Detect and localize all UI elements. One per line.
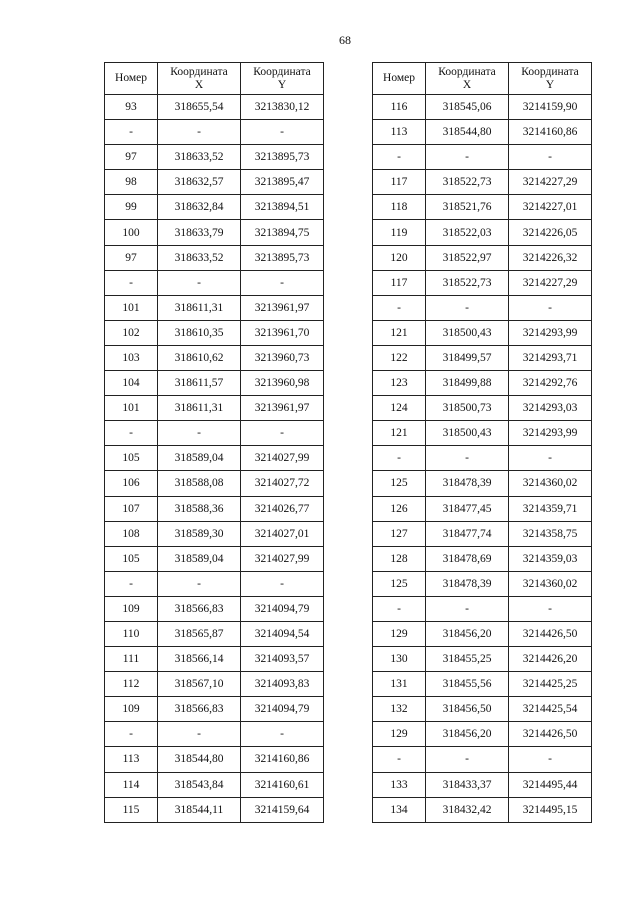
cell-number: - — [373, 295, 426, 320]
cell-coord-x: 318588,08 — [158, 471, 241, 496]
cell-coord-y: - — [509, 295, 592, 320]
cell-coord-y: 3214094,79 — [241, 596, 324, 621]
cell-coord-y: - — [241, 421, 324, 446]
cell-coord-x: - — [158, 421, 241, 446]
cell-coord-y: 3214360,02 — [509, 571, 592, 596]
cell-coord-x: 318544,80 — [426, 120, 509, 145]
cell-coord-x: 318611,31 — [158, 396, 241, 421]
cell-number: - — [373, 596, 426, 621]
cell-number: 120 — [373, 245, 426, 270]
cell-number: - — [105, 120, 158, 145]
cell-number: 102 — [105, 320, 158, 345]
table-row — [373, 345, 592, 370]
table-row — [373, 471, 592, 496]
cell-coord-x: - — [426, 446, 509, 471]
cell-coord-x: 318655,54 — [158, 95, 241, 120]
table-row — [105, 195, 324, 220]
table-row — [105, 647, 324, 672]
cell-number: 125 — [373, 471, 426, 496]
table-row — [105, 320, 324, 345]
cell-coord-x: 318477,45 — [426, 496, 509, 521]
table-row — [373, 270, 592, 295]
table-row — [105, 220, 324, 245]
cell-coord-x: 318499,57 — [426, 345, 509, 370]
cell-number: 131 — [373, 672, 426, 697]
cell-number: - — [373, 747, 426, 772]
cell-number: - — [105, 722, 158, 747]
cell-coord-x: - — [426, 295, 509, 320]
table-row — [105, 496, 324, 521]
cell-coord-y: 3214293,71 — [509, 345, 592, 370]
table-row — [373, 797, 592, 822]
cell-number: 99 — [105, 195, 158, 220]
cell-coord-x: 318456,20 — [426, 722, 509, 747]
cell-coord-x: 318543,84 — [158, 772, 241, 797]
cell-coord-y: - — [241, 571, 324, 596]
cell-coord-y: 3214359,71 — [509, 496, 592, 521]
header-coord-x: Координата X — [158, 63, 241, 95]
cell-number: 107 — [105, 496, 158, 521]
cell-number: 108 — [105, 521, 158, 546]
cell-coord-x: 318522,73 — [426, 170, 509, 195]
table-body-right — [373, 95, 592, 823]
cell-coord-y: 3214293,99 — [509, 320, 592, 345]
cell-coord-x: 318544,11 — [158, 797, 241, 822]
cell-coord-x: 318632,57 — [158, 170, 241, 195]
cell-coord-x: 318566,14 — [158, 647, 241, 672]
cell-coord-y: 3214293,99 — [509, 421, 592, 446]
header-number: Номер — [105, 63, 158, 95]
cell-coord-x: 318522,03 — [426, 220, 509, 245]
cell-number: 129 — [373, 722, 426, 747]
table-row — [105, 145, 324, 170]
cell-coord-y: 3213894,51 — [241, 195, 324, 220]
cell-coord-y: 3213895,73 — [241, 245, 324, 270]
cell-number: 121 — [373, 421, 426, 446]
cell-coord-y: 3214159,64 — [241, 797, 324, 822]
table-row — [105, 571, 324, 596]
cell-number: 118 — [373, 195, 426, 220]
table-row — [105, 621, 324, 646]
cell-coord-y: 3213895,73 — [241, 145, 324, 170]
table-header-row — [105, 63, 324, 95]
table-row — [373, 521, 592, 546]
cell-number: - — [105, 571, 158, 596]
cell-number: 104 — [105, 371, 158, 396]
cell-coord-x: 318478,69 — [426, 546, 509, 571]
cell-number: 115 — [105, 797, 158, 822]
cell-coord-x: 318500,73 — [426, 396, 509, 421]
table-row — [105, 120, 324, 145]
cell-number: 117 — [373, 170, 426, 195]
cell-number: 123 — [373, 371, 426, 396]
cell-coord-y: 3214227,01 — [509, 195, 592, 220]
cell-coord-x: 318500,43 — [426, 320, 509, 345]
table-row — [105, 95, 324, 120]
table-row — [105, 521, 324, 546]
cell-number: 110 — [105, 621, 158, 646]
table-row — [373, 496, 592, 521]
cell-coord-x: - — [426, 145, 509, 170]
cell-coord-x: 318432,42 — [426, 797, 509, 822]
table-row — [105, 446, 324, 471]
table-row — [373, 621, 592, 646]
cell-coord-y: 3213960,98 — [241, 371, 324, 396]
cell-coord-y: 3214027,99 — [241, 546, 324, 571]
cell-coord-x: 318611,31 — [158, 295, 241, 320]
cell-number: - — [373, 446, 426, 471]
cell-number: 97 — [105, 145, 158, 170]
cell-coord-x: - — [158, 270, 241, 295]
cell-coord-y: 3214094,79 — [241, 697, 324, 722]
table-row — [105, 270, 324, 295]
cell-number: 130 — [373, 647, 426, 672]
table-row — [373, 295, 592, 320]
coordinates-table-right — [372, 62, 592, 823]
cell-coord-y: 3214359,03 — [509, 546, 592, 571]
table-row — [105, 747, 324, 772]
cell-number: - — [105, 270, 158, 295]
cell-coord-x: 318589,04 — [158, 546, 241, 571]
cell-coord-y: 3214226,32 — [509, 245, 592, 270]
cell-coord-y: 3213895,47 — [241, 170, 324, 195]
cell-coord-y: 3214093,83 — [241, 672, 324, 697]
cell-number: 116 — [373, 95, 426, 120]
cell-coord-x: 318565,87 — [158, 621, 241, 646]
table-row — [105, 396, 324, 421]
table-row — [105, 797, 324, 822]
cell-coord-x: 318433,37 — [426, 772, 509, 797]
cell-coord-x: - — [158, 120, 241, 145]
cell-coord-x: 318456,20 — [426, 621, 509, 646]
cell-number: 113 — [373, 120, 426, 145]
cell-coord-y: - — [241, 270, 324, 295]
cell-number: 103 — [105, 345, 158, 370]
cell-coord-x: 318455,56 — [426, 672, 509, 697]
cell-coord-y: 3214160,86 — [241, 747, 324, 772]
cell-number: 93 — [105, 95, 158, 120]
cell-number: 101 — [105, 295, 158, 320]
cell-coord-y: 3214027,72 — [241, 471, 324, 496]
cell-number: 132 — [373, 697, 426, 722]
table-row — [373, 95, 592, 120]
cell-number: - — [105, 421, 158, 446]
table-row — [373, 596, 592, 621]
cell-coord-x: 318589,30 — [158, 521, 241, 546]
cell-coord-y: 3214027,99 — [241, 446, 324, 471]
cell-coord-y: 3213961,97 — [241, 295, 324, 320]
cell-coord-x: 318610,35 — [158, 320, 241, 345]
cell-coord-x: 318633,52 — [158, 145, 241, 170]
table-row — [373, 145, 592, 170]
cell-coord-y: 3213960,73 — [241, 345, 324, 370]
table-row — [105, 170, 324, 195]
cell-coord-x: 318477,74 — [426, 521, 509, 546]
cell-coord-y: - — [509, 145, 592, 170]
cell-number: 114 — [105, 772, 158, 797]
cell-coord-x: 318521,76 — [426, 195, 509, 220]
cell-coord-x: 318633,79 — [158, 220, 241, 245]
table-row — [105, 697, 324, 722]
cell-number: 98 — [105, 170, 158, 195]
table-row — [373, 421, 592, 446]
cell-number: 122 — [373, 345, 426, 370]
table-row — [373, 722, 592, 747]
cell-number: 129 — [373, 621, 426, 646]
cell-coord-x: 318499,88 — [426, 371, 509, 396]
cell-coord-x: 318500,43 — [426, 421, 509, 446]
cell-coord-x: 318478,39 — [426, 571, 509, 596]
cell-coord-y: 3214293,03 — [509, 396, 592, 421]
table-row — [373, 571, 592, 596]
cell-number: 112 — [105, 672, 158, 697]
cell-number: 113 — [105, 747, 158, 772]
table-row — [373, 396, 592, 421]
table-row — [373, 446, 592, 471]
cell-coord-y: 3214093,57 — [241, 647, 324, 672]
cell-coord-x: 318589,04 — [158, 446, 241, 471]
table-row — [105, 672, 324, 697]
table-row — [105, 371, 324, 396]
table-row — [373, 170, 592, 195]
cell-coord-y: 3213961,70 — [241, 320, 324, 345]
cell-number: 101 — [105, 396, 158, 421]
cell-coord-x: 318633,52 — [158, 245, 241, 270]
cell-coord-x: 318611,57 — [158, 371, 241, 396]
cell-coord-y: 3214094,54 — [241, 621, 324, 646]
cell-coord-y: 3214292,76 — [509, 371, 592, 396]
table-row — [105, 546, 324, 571]
cell-coord-y: 3214227,29 — [509, 270, 592, 295]
table-row — [373, 672, 592, 697]
cell-coord-y: 3214425,54 — [509, 697, 592, 722]
cell-number: 111 — [105, 647, 158, 672]
cell-coord-y: 3214160,86 — [509, 120, 592, 145]
cell-number: 133 — [373, 772, 426, 797]
cell-coord-x: 318567,10 — [158, 672, 241, 697]
table-row — [373, 220, 592, 245]
table-row — [373, 195, 592, 220]
table-row — [373, 120, 592, 145]
cell-coord-x: 318588,36 — [158, 496, 241, 521]
cell-coord-x: 318610,62 — [158, 345, 241, 370]
cell-number: 125 — [373, 571, 426, 596]
cell-number: 119 — [373, 220, 426, 245]
table-row — [373, 747, 592, 772]
cell-coord-y: 3214358,75 — [509, 521, 592, 546]
cell-number: 128 — [373, 546, 426, 571]
table-header-row — [373, 63, 592, 95]
table-body-left — [105, 95, 324, 823]
cell-coord-x: 318522,73 — [426, 270, 509, 295]
cell-coord-y: 3214426,20 — [509, 647, 592, 672]
cell-number: 134 — [373, 797, 426, 822]
cell-coord-y: 3214495,15 — [509, 797, 592, 822]
cell-coord-x: 318545,06 — [426, 95, 509, 120]
cell-number: 109 — [105, 697, 158, 722]
cell-number: 100 — [105, 220, 158, 245]
table-row — [105, 345, 324, 370]
table-row — [105, 245, 324, 270]
cell-number: 127 — [373, 521, 426, 546]
cell-coord-y: 3214027,01 — [241, 521, 324, 546]
cell-coord-y: - — [241, 722, 324, 747]
table-row — [373, 320, 592, 345]
cell-coord-x: 318544,80 — [158, 747, 241, 772]
table-row — [373, 371, 592, 396]
cell-number: 97 — [105, 245, 158, 270]
cell-coord-y: 3213961,97 — [241, 396, 324, 421]
header-coord-y: Координата Y — [241, 63, 324, 95]
cell-coord-y: 3214227,29 — [509, 170, 592, 195]
cell-coord-y: - — [509, 747, 592, 772]
table-row — [373, 697, 592, 722]
cell-coord-y: 3214160,61 — [241, 772, 324, 797]
cell-coord-x: - — [426, 596, 509, 621]
header-coord-y: Координата Y — [509, 63, 592, 95]
cell-coord-x: 318456,50 — [426, 697, 509, 722]
coordinates-table-left — [104, 62, 324, 823]
cell-number: 109 — [105, 596, 158, 621]
cell-coord-y: 3214226,05 — [509, 220, 592, 245]
table-row — [105, 471, 324, 496]
cell-number: 105 — [105, 546, 158, 571]
cell-coord-x: - — [426, 747, 509, 772]
cell-coord-y: - — [509, 596, 592, 621]
cell-number: 105 — [105, 446, 158, 471]
cell-number: 126 — [373, 496, 426, 521]
cell-coord-y: 3214495,44 — [509, 772, 592, 797]
cell-coord-y: 3213894,75 — [241, 220, 324, 245]
cell-coord-y: - — [241, 120, 324, 145]
cell-number: 121 — [373, 320, 426, 345]
cell-coord-x: 318455,25 — [426, 647, 509, 672]
cell-coord-x: 318632,84 — [158, 195, 241, 220]
header-number: Номер — [373, 63, 426, 95]
cell-coord-x: 318522,97 — [426, 245, 509, 270]
table-row — [105, 772, 324, 797]
table-row — [105, 421, 324, 446]
cell-coord-x: 318478,39 — [426, 471, 509, 496]
cell-number: 117 — [373, 270, 426, 295]
cell-coord-y: 3214426,50 — [509, 621, 592, 646]
table-row — [105, 596, 324, 621]
table-row — [105, 295, 324, 320]
cell-coord-y: - — [509, 446, 592, 471]
page-number: 68 — [339, 33, 351, 47]
table-row — [373, 772, 592, 797]
cell-coord-y: 3213830,12 — [241, 95, 324, 120]
cell-coord-y: 3214426,50 — [509, 722, 592, 747]
cell-number: 124 — [373, 396, 426, 421]
table-row — [373, 245, 592, 270]
table-row — [373, 546, 592, 571]
cell-coord-x: 318566,83 — [158, 596, 241, 621]
table-row — [105, 722, 324, 747]
cell-coord-x: - — [158, 571, 241, 596]
cell-coord-x: - — [158, 722, 241, 747]
cell-coord-y: 3214159,90 — [509, 95, 592, 120]
header-coord-x: Координата X — [426, 63, 509, 95]
cell-number: 106 — [105, 471, 158, 496]
cell-number: - — [373, 145, 426, 170]
table-row — [373, 647, 592, 672]
cell-coord-y: 3214026,77 — [241, 496, 324, 521]
cell-coord-y: 3214425,25 — [509, 672, 592, 697]
cell-coord-x: 318566,83 — [158, 697, 241, 722]
cell-coord-y: 3214360,02 — [509, 471, 592, 496]
